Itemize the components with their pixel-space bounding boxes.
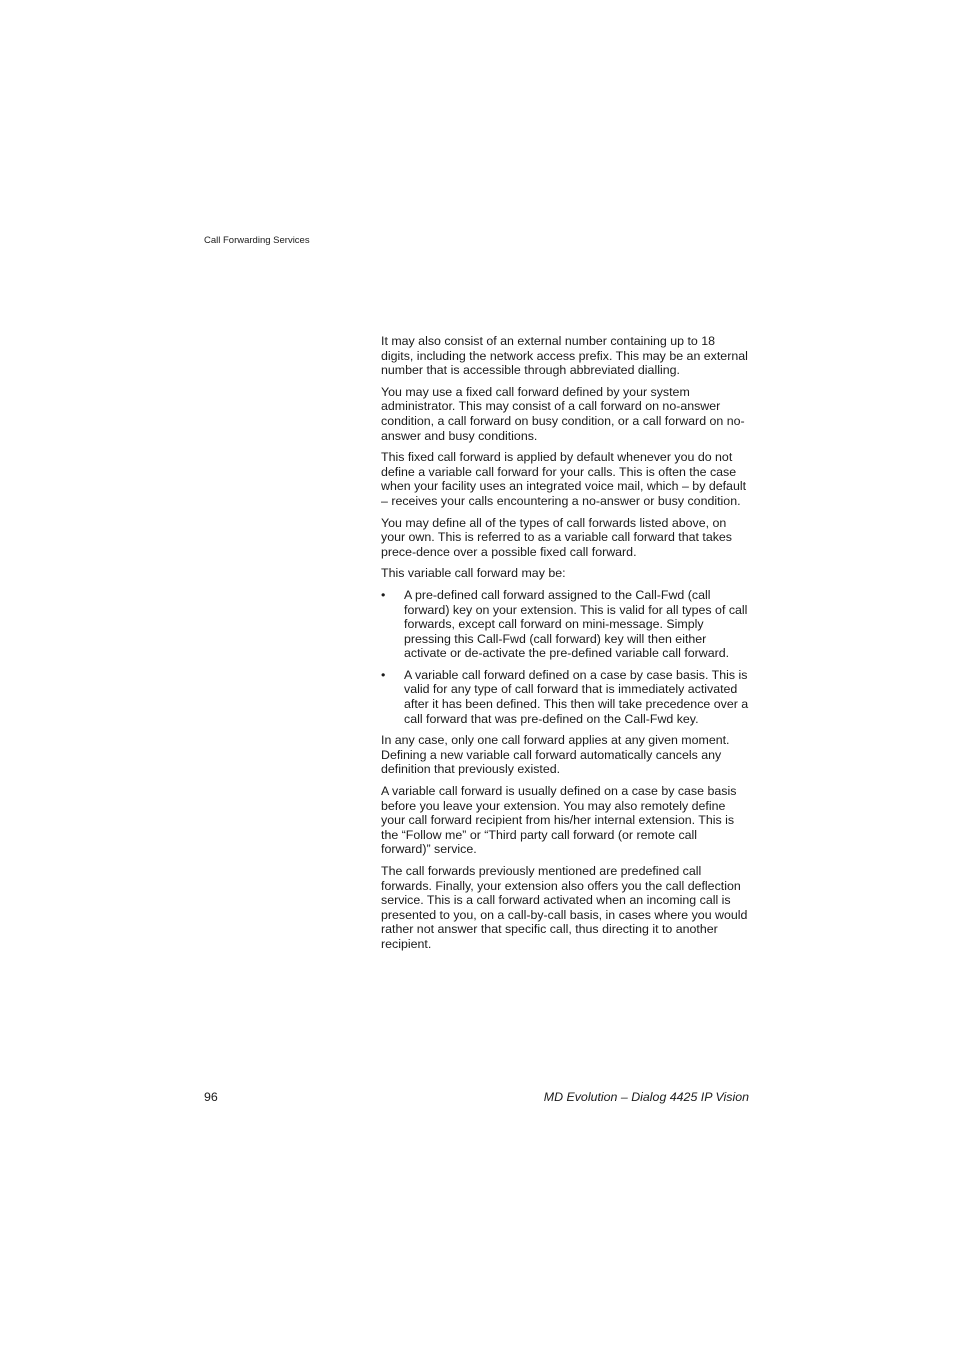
paragraph-remote-definition: A variable call forward is usually defined on a case by case basis before you leave your extension. You may also remotely define your call forward recipient from his/her internal extension. This is the “Follow me” or “Third party call forward (or remote call forward)” service. [381, 784, 737, 857]
paragraph-external-number: It may also consist of an external number containing up to 18 digits, including the network access prefix. This may be an external number that is accessible through abbreviated dialling. [381, 334, 748, 378]
body-text [381, 334, 749, 959]
list-item [381, 588, 749, 661]
paragraph-call-deflection: The call forwards previously mentioned are predefined call forwards. Finally, your extension also offers you the call deflection service. This is a call forward activated when an incoming call is presented to you, on a call-by-call basis, in cases where you would rather not answer that specific call, thus directing it to another recipient. [381, 864, 748, 951]
paragraph-list-intro: This variable call forward may be: [381, 566, 566, 581]
bullet-icon: • [381, 667, 386, 682]
paragraph-variable-call-forward: You may define all of the types of call forwards listed above, on your own. This is referred to as a variable call forward that takes prece-dence over a possible fixed call forward. [381, 515, 732, 559]
running-header: Call Forwarding Services [204, 235, 310, 246]
document-title: MD Evolution – Dialog 4425 IP Vision [543, 1090, 749, 1104]
bullet-icon: • [381, 587, 386, 602]
list-item [381, 668, 749, 726]
bullet-list [381, 588, 749, 726]
paragraph-default-behaviour: This fixed call forward is applied by default whenever you do not define a variable call forward for your calls. This is often the case when your facility uses an integrated voice mail, which – by default – receives your calls encountering a no-answer or busy condition. [381, 450, 747, 508]
list-item-text: A variable call forward defined on a case by case basis. This is valid for any type of call forward that is immediately activated after it has been defined. This then will take precedence over a call forward that was pre-defined on the Call-Fwd key. [404, 667, 749, 726]
paragraph-one-call-forward: In any case, only one call forward applies at any given moment. Defining a new variable call forward automatically cancels any definition that previously existed. [381, 733, 730, 777]
list-item-text: A pre-defined call forward assigned to the Call-Fwd (call forward) key on your extension. This is valid for all types of call forwards, except call forward on mini-message. Simply pressing this Call-Fwd (call forward) key will then either activate or de-activate the pre-defined variable call forward. [404, 587, 748, 661]
page-number: 96 [204, 1090, 218, 1104]
paragraph-fixed-call-forward: You may use a fixed call forward defined by your system administrator. This may consist of a call forward on no-answer condition, a call forward on busy condition, or a call forward on no-answer and busy conditions. [381, 384, 745, 443]
